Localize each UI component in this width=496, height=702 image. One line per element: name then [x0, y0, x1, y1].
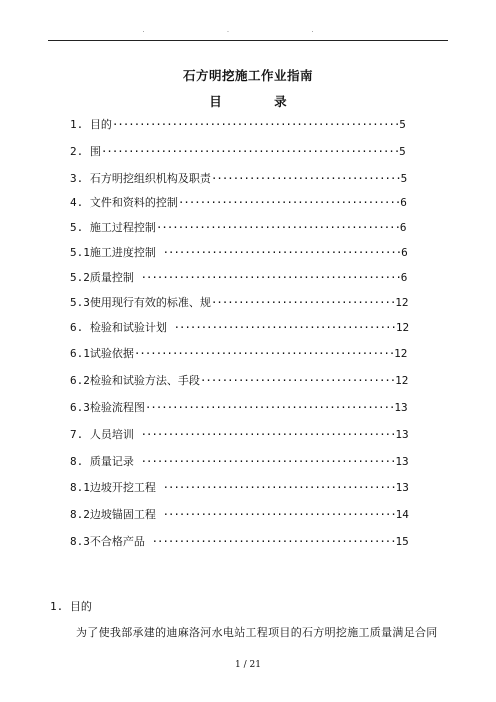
- toc-entry[interactable]: 1. 目的·····················································5: [70, 118, 406, 131]
- toc-entry[interactable]: 3. 石方明挖组织机构及职责···································5: [70, 172, 408, 185]
- document-title: 石方明挖施工作业指南: [182, 68, 313, 83]
- toc-entry[interactable]: 6.2检验和试验方法、手段····································12: [70, 374, 409, 387]
- toc-entry[interactable]: 6. 检验和试验计划 ·········································12: [70, 321, 410, 334]
- header-marks: · · ·: [142, 28, 354, 36]
- toc-heading: [0, 92, 496, 110]
- toc-entry[interactable]: 7. 人员培训 ···············································13: [70, 428, 409, 441]
- toc-entry[interactable]: 2. 围·······················································5: [70, 145, 406, 158]
- body-paragraph: 为了使我部承建的迪麻洛河水电站工程项目的石方明挖施工质量满足合同: [76, 626, 438, 639]
- toc-entry[interactable]: 6.1试验依据················································12: [70, 347, 408, 360]
- toc-entry[interactable]: 6.3检验流程图··············································13: [70, 401, 408, 414]
- toc-entry[interactable]: 4. 文件和资料的控制·········································6: [70, 196, 407, 209]
- header-rule: [48, 40, 448, 41]
- toc-entry[interactable]: 5.1施工进度控制 ············································6: [70, 246, 408, 259]
- toc-entry[interactable]: 8.3不合格产品 ·············································15: [70, 535, 409, 548]
- toc-entry[interactable]: 5. 施工过程控制·············································6: [70, 221, 407, 234]
- toc-entry[interactable]: 8.1边坡开挖工程 ···········································13: [70, 481, 409, 494]
- page-number: 1 / 21: [235, 660, 261, 670]
- toc-entry[interactable]: 5.3使用现行有效的标准、规··································12: [70, 296, 409, 309]
- toc-entry[interactable]: 8.2边坡锚固工程 ···········································14: [70, 508, 409, 521]
- toc-entry[interactable]: 5.2质量控制 ················································6: [70, 271, 408, 284]
- toc-entry[interactable]: 8. 质量记录 ···············································13: [70, 455, 409, 468]
- section-heading: 1. 目的: [50, 600, 92, 613]
- toc-heading-char-1: 目: [209, 94, 222, 109]
- toc-heading-char-2: 录: [274, 94, 287, 109]
